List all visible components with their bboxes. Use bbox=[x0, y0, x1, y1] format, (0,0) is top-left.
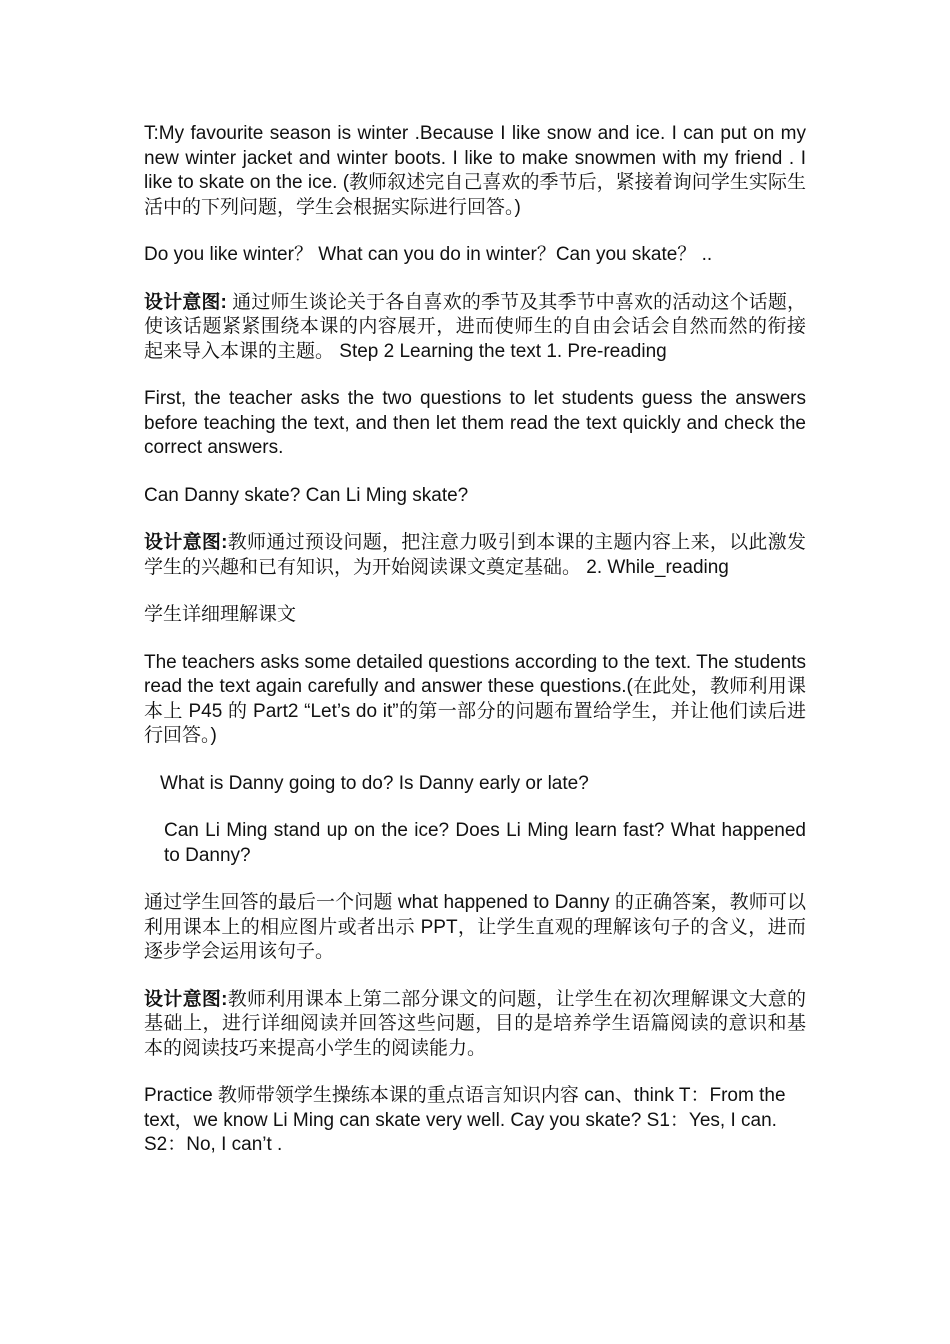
paragraph-design-intent-3 bbox=[144, 988, 806, 1062]
paragraph-practice: Practice 教师带领学生操练本课的重点语言知识内容 can、think T：From the text，we know Li Ming can skate very well. Cay you skate? S1：Yes, I can. S2：No, I can’t . bbox=[144, 1085, 786, 1155]
design-intent-label: 设计意图: bbox=[144, 988, 228, 1010]
paragraph-design-intent-1 bbox=[144, 291, 806, 365]
paragraph-question-list-1: What is Danny going to do? Is Danny early or late? bbox=[160, 772, 589, 794]
paragraph-pre-reading: First, the teacher asks the two questions to let students guess the answers before teaching the text, and then let them read the text quickly and check the correct answers. bbox=[144, 388, 806, 458]
paragraph-design-intent-2 bbox=[144, 531, 806, 580]
design-intent-label: 设计意图: bbox=[144, 291, 227, 313]
paragraph-guess-questions: Can Danny skate? Can Li Ming skate? bbox=[144, 484, 469, 506]
paragraph-questions-winter: Do you like winter？ What can you do in winter？Can you skate？ .. bbox=[144, 244, 713, 265]
paragraph-detailed-questions: The teachers asks some detailed questions according to the text. The students read the text again carefully and answer these questions.(在此处，教师利用课本上 P45 的 Part2 “Let’s do it”的第一部分的问题布置给学生，并让他们读后进行回答。) bbox=[144, 651, 806, 746]
design-intent-text: 教师利用课本上第二部分课文的问题，让学生在初次理解课文大意的基础上，进行详细阅读并回答这些问题，目的是培养学生语篇阅读的意识和基本的阅读技巧来提高小学生的阅读能力。 bbox=[144, 988, 806, 1059]
paragraph-teacher-talk: T:My favourite season is winter .Because I like snow and ice. I can put on my new winter jacket and winter boots. I like to make snowmen with my friend . I like to skate on the ice. (教师叙述完自己喜欢的季节后，紧接着询问学生实际生活中的下列问题，学生会根据实际进行回答。) bbox=[144, 123, 806, 218]
design-intent-text: 通过师生谈论关于各自喜欢的季节及其季节中喜欢的活动这个话题，使该话题紧紧围绕本课的内容展开，进而使师生的自由会话会自然而然的衔接起来导入本课的主题。 Step 2 Learning the text 1. Pre-reading bbox=[144, 291, 807, 362]
paragraph-question-list-2: Can Li Ming stand up on the ice? Does Li Ming learn fast? What happened to Danny? bbox=[164, 820, 806, 866]
design-intent-text: 教师通过预设问题，把注意力吸引到本课的主题内容上来，以此激发学生的兴趣和已有知识，为开始阅读课文奠定基础。 2. While_reading bbox=[144, 532, 806, 578]
paragraph-understand-text: 学生详细理解课文 bbox=[144, 604, 297, 625]
document-page bbox=[144, 122, 806, 1181]
design-intent-label: 设计意图: bbox=[144, 532, 228, 553]
paragraph-answer-explain: 通过学生回答的最后一个问题 what happened to Danny 的正确答案，教师可以利用课本上的相应图片或者出示 PPT，让学生直观的理解该句子的含义，进而逐步学会运用该句子。 bbox=[144, 892, 806, 962]
